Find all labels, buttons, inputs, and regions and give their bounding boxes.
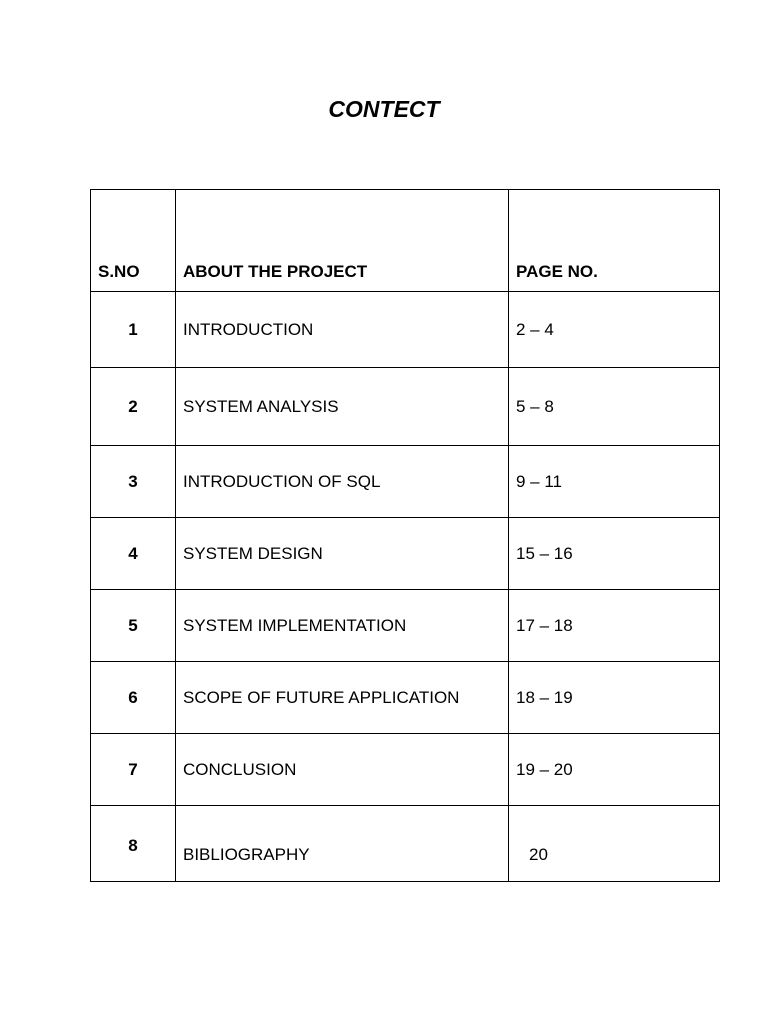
table-row [91, 662, 720, 734]
row-pages: 17 – 18 [509, 590, 720, 662]
table-row [91, 734, 720, 806]
table-header-row [91, 190, 720, 292]
row-topic: INTRODUCTION [176, 292, 509, 368]
row-sno: 1 [91, 292, 176, 368]
row-sno: 2 [91, 368, 176, 446]
row-topic: SYSTEM ANALYSIS [176, 368, 509, 446]
row-pages: 5 – 8 [509, 368, 720, 446]
row-topic: SYSTEM IMPLEMENTATION [176, 590, 509, 662]
row-sno: 7 [91, 734, 176, 806]
column-header-pages: PAGE NO. [509, 190, 720, 292]
row-topic: SCOPE OF FUTURE APPLICATION [176, 662, 509, 734]
row-sno: 3 [91, 446, 176, 518]
row-sno: 8 [91, 806, 176, 882]
table-row [91, 446, 720, 518]
row-pages: 18 – 19 [509, 662, 720, 734]
table-row [91, 590, 720, 662]
row-sno: 6 [91, 662, 176, 734]
row-topic: SYSTEM DESIGN [176, 518, 509, 590]
row-topic: CONCLUSION [176, 734, 509, 806]
table-row [91, 292, 720, 368]
row-pages: 15 – 16 [509, 518, 720, 590]
row-pages: 9 – 11 [509, 446, 720, 518]
page-title: CONTECT [328, 96, 440, 122]
table-row [91, 368, 720, 446]
row-sno: 4 [91, 518, 176, 590]
row-topic: INTRODUCTION OF SQL [176, 446, 509, 518]
row-pages: 20 [509, 806, 720, 882]
column-header-topic: ABOUT THE PROJECT [176, 190, 509, 292]
column-header-sno: S.NO [91, 190, 176, 292]
row-topic: BIBLIOGRAPHY [176, 806, 509, 882]
contents-table [90, 189, 720, 882]
table-row [91, 518, 720, 590]
row-sno: 5 [91, 590, 176, 662]
row-pages: 2 – 4 [509, 292, 720, 368]
table-row [91, 806, 720, 882]
row-pages: 19 – 20 [509, 734, 720, 806]
